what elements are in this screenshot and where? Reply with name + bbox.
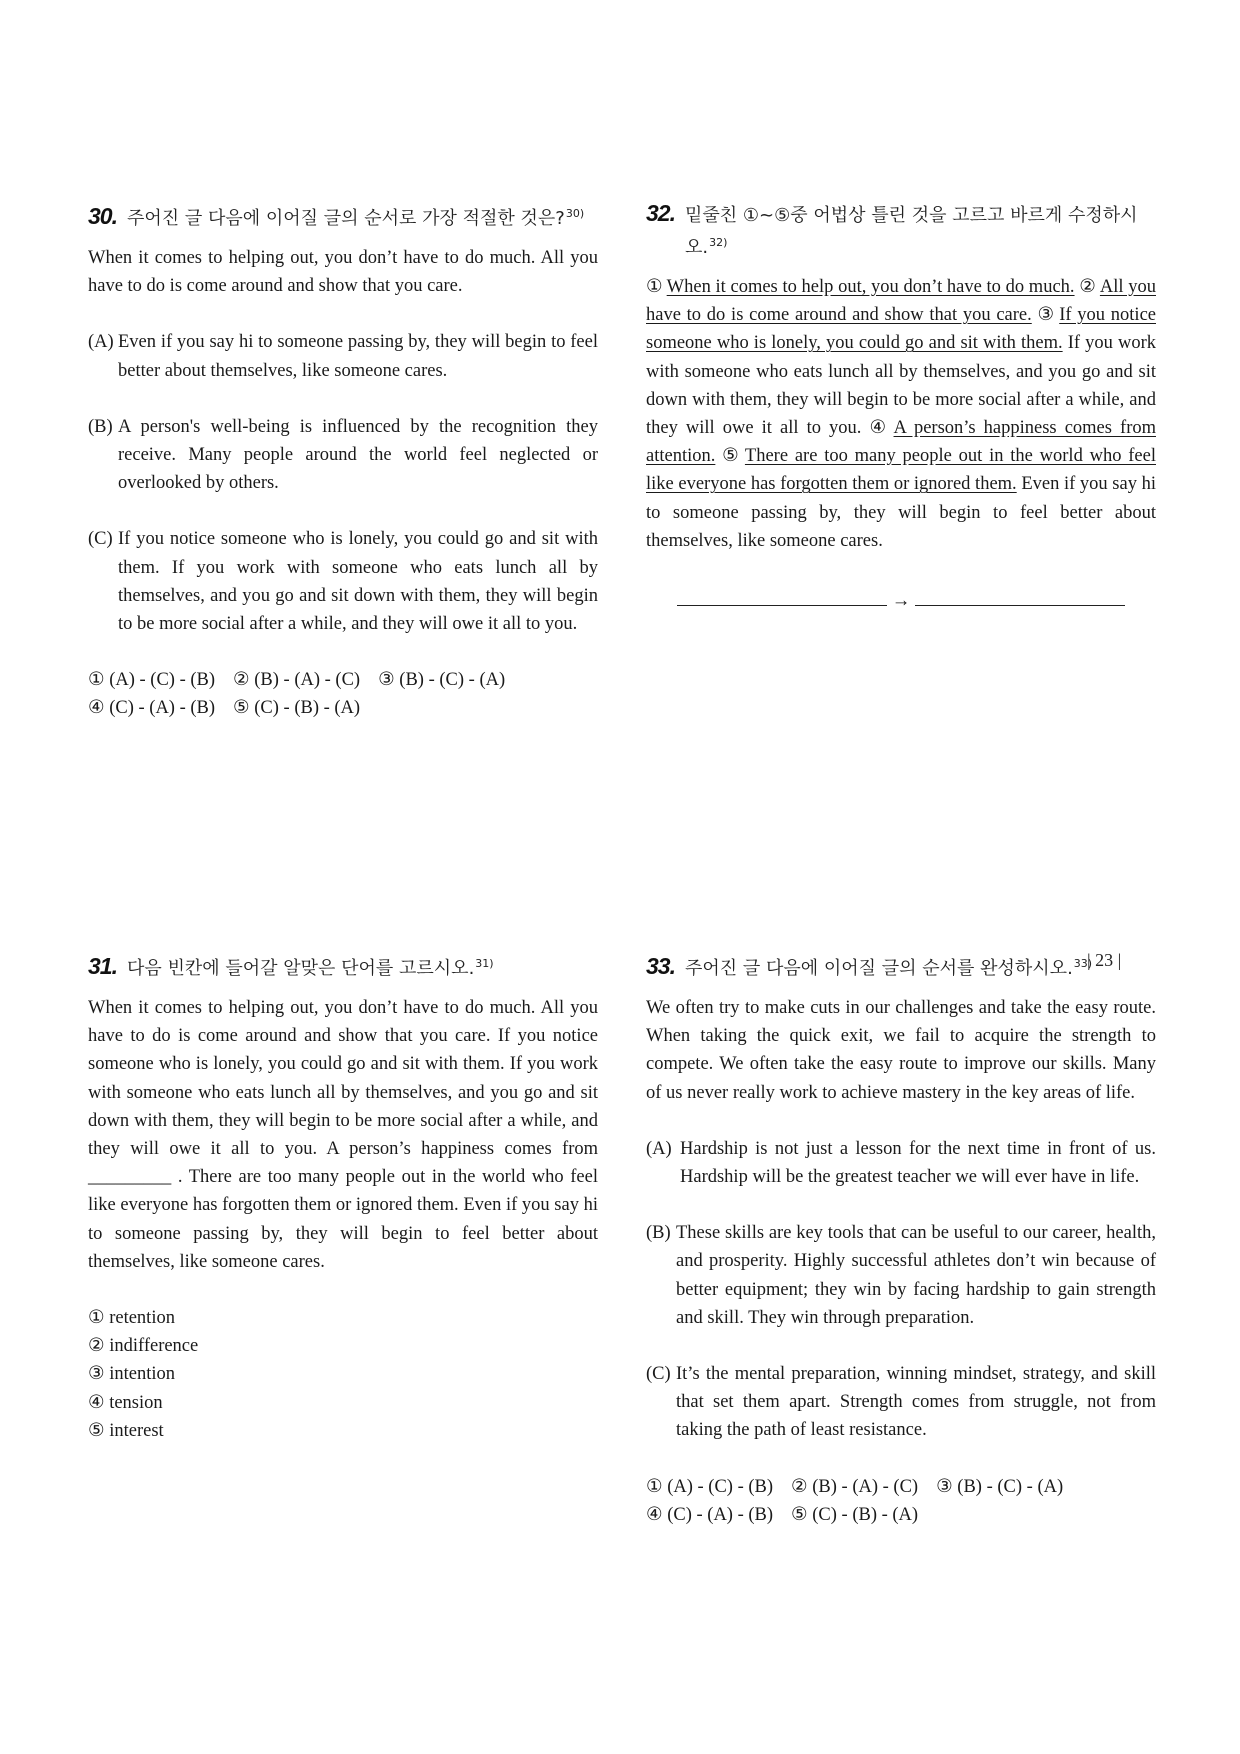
- answer-blank-corrected[interactable]: [915, 589, 1125, 606]
- marker-4: ④: [869, 418, 890, 439]
- question-instruction: 주어진 글 다음에 이어질 글의 순서를 완성하시오.$^{33)}$: [684, 957, 1093, 979]
- marker-2: ②: [1079, 277, 1096, 297]
- option-c: (C) It’s the mental preparation, winning mindset, strategy, and skill that set them apart. Strength comes from struggle, not from taking the path of least resistance.: [646, 1364, 1156, 1441]
- answer-choice[interactable]: ② (B) - (A) - (C): [791, 1476, 919, 1497]
- question-instruction: 다음 빈칸에 들어갈 알맞은 단어를 고르시오.$^{31)}$: [126, 957, 494, 979]
- choice-item[interactable]: ① retention: [88, 1308, 175, 1329]
- question-number: 32.: [646, 200, 675, 226]
- question-31-header: [88, 950, 598, 982]
- passage: We often try to make cuts in our challenges and take the easy route. When taking the quick exit, we fail to acquire the strength to compete. We often take the easy route to improve our skills. Many of us never really work to achieve mastery in the key areas of life.: [646, 998, 1156, 1103]
- option-b: (B) These skills are key tools that can be useful to our career, health, and prosperity. Highly successful athletes don’t win because of better equipment; they win by facing hardship to gain strength and skill. They win through preparation.: [646, 1223, 1156, 1328]
- answer-choice[interactable]: ① (A) - (C) - (B): [88, 670, 216, 691]
- question-instruction: 주어진 글 다음에 이어질 글의 순서로 가장 적절한 것은?$^{30)}$: [126, 207, 585, 229]
- footnote-ref: 32): [709, 236, 728, 249]
- question-32: [646, 200, 1156, 612]
- option-a: (A) Even if you say hi to someone passing by, they will begin to feel better about themselves, like someone cares.: [88, 332, 598, 381]
- answer-choice[interactable]: ③ (B) - (C) - (A): [378, 670, 506, 691]
- footnote-ref: 31): [475, 957, 494, 970]
- answer-blank-original[interactable]: [677, 589, 887, 606]
- question-30: [88, 200, 598, 723]
- answer-choices: [88, 666, 598, 722]
- choice-list: [88, 1304, 598, 1445]
- footnote-ref: 30): [565, 207, 585, 220]
- question-number: 31.: [88, 953, 117, 979]
- question-number: 30.: [88, 203, 117, 229]
- footnote-ref: 33): [1073, 957, 1093, 970]
- blank[interactable]: _________: [88, 1167, 172, 1188]
- answer-choice[interactable]: ⑤ (C) - (B) - (A): [791, 1504, 919, 1525]
- correction-answer-line: [646, 589, 1156, 612]
- plain-text: If you work with someone who eats lunch all by themselves, and you go and sit down with them, they will begin to be more social after a while, and they will owe it all to you.: [646, 333, 1156, 439]
- question-30-header: [88, 200, 598, 232]
- plain-text: Even if you say hi to someone passing by, they will begin to feel better about themselves, like someone cares.: [646, 474, 1156, 551]
- option-c: (C) If you notice someone who is lonely, you could go and sit with them. If you work with someone who eats lunch all by themselves, and you go and sit down with them, they will begin to be more social after a while, and they will owe it all to you.: [88, 529, 598, 635]
- option-b: (B) A person's well-being is influenced by the recognition they receive. Many people around the world feel neglected or overlooked by others.: [88, 416, 598, 494]
- underlined-sentence-3: If you notice someone who is lonely, you could go and sit with them.: [646, 305, 1156, 354]
- question-32-header: [646, 200, 1156, 261]
- arrow-icon: →: [891, 591, 911, 612]
- marker-5: ⑤: [722, 446, 741, 467]
- page-number: | 23 |: [1087, 950, 1122, 970]
- option-a: (A) Hardship is not just a lesson for the next time in front of us. Hardship will be the greatest teacher we will ever have in life.: [646, 1138, 1156, 1188]
- answer-choice[interactable]: ③ (B) - (C) - (A): [936, 1476, 1064, 1497]
- passage: When it comes to helping out, you don’t have to do much. All you have to do is come around and show that you care.: [88, 248, 598, 297]
- underlined-sentence-4: A person’s happiness comes from attention.: [646, 418, 1156, 467]
- answer-choice[interactable]: ④ (C) - (A) - (B): [88, 698, 216, 719]
- question-33: [646, 950, 1156, 1529]
- passage: [646, 273, 1156, 555]
- answer-choice[interactable]: ⑤ (C) - (B) - (A): [233, 698, 361, 719]
- question-number: 33.: [646, 953, 675, 979]
- choice-item[interactable]: ④ tension: [88, 1392, 163, 1413]
- marker-1: ①: [646, 277, 663, 297]
- underlined-sentence-1: When it comes to help out, you don’t have to do much.: [666, 277, 1075, 297]
- marker-3: ③: [1037, 305, 1056, 326]
- answer-choice[interactable]: ② (B) - (A) - (C): [233, 670, 361, 691]
- choice-item[interactable]: ⑤ interest: [88, 1420, 164, 1441]
- question-31: [88, 950, 598, 1445]
- answer-choice[interactable]: ④ (C) - (A) - (B): [646, 1504, 774, 1525]
- underlined-sentence-2: All you have to do is come around and show that you care.: [646, 277, 1156, 326]
- question-instruction: 밑줄친 ①~⑤중 어법상 틀린 것을 고르고 바르게 수정하시오.$^{32)}$: [684, 205, 1138, 258]
- choice-item[interactable]: ② indifference: [88, 1336, 199, 1357]
- passage: When it comes to helping out, you don’t have to do much. All you have to do is come around and show that you care. If you notice someone who is lonely, you could go and sit with them. If you work with someone who eats lunch all by themselves, and you go and sit down with them, they will begin to be more social after a while, and they will owe it all to you. A person’s happiness comes from _________ . There are too many people out in the world who feel like everyone has forgotten them or ignored them. Even if you say hi to someone passing by, they will begin to feel better about themselves, like someone cares.: [88, 998, 598, 1272]
- underlined-sentence-5: There are too many people out in the world who feel like everyone has forgotten them or ignored them.: [646, 446, 1156, 495]
- answer-choices: [646, 1473, 1156, 1529]
- question-33-header: [646, 950, 1156, 982]
- choice-item[interactable]: ③ intention: [88, 1364, 175, 1385]
- answer-choice[interactable]: ① (A) - (C) - (B): [646, 1476, 774, 1497]
